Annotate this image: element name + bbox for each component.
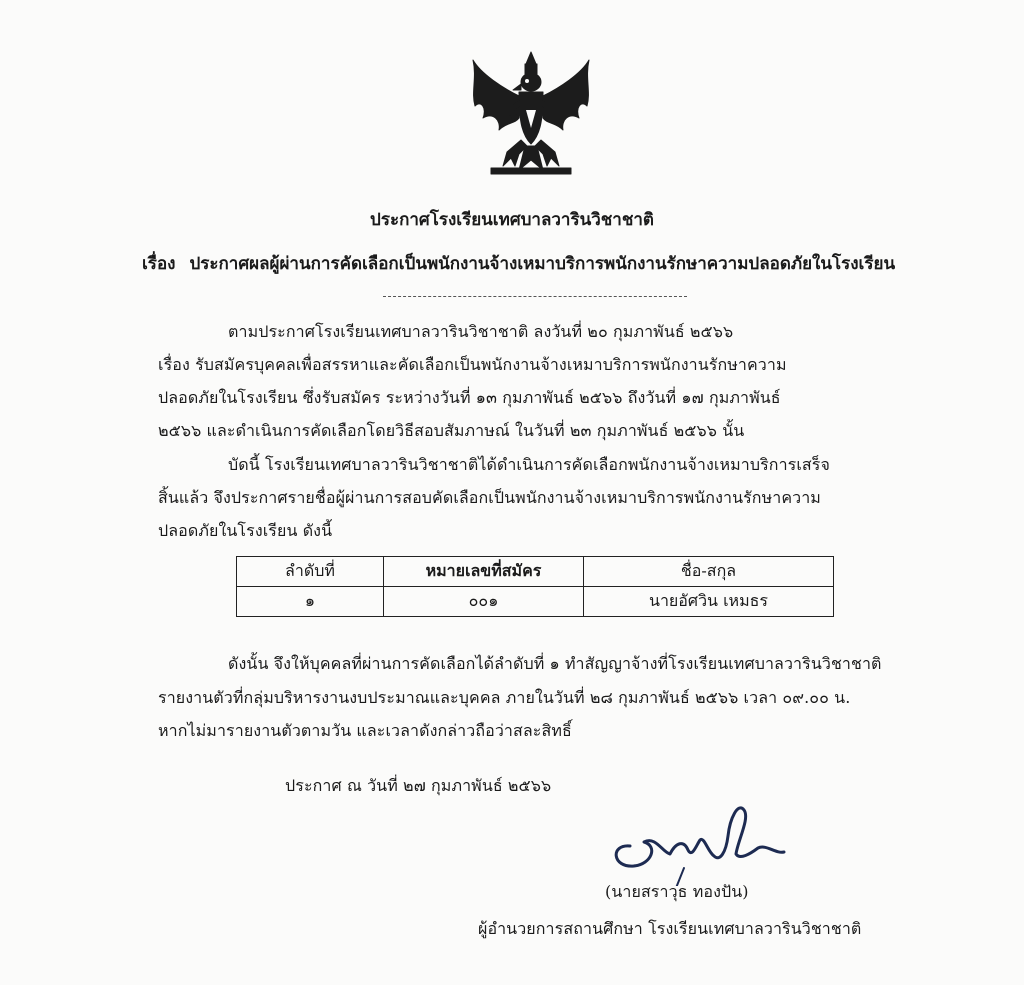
signatory-name: (นายสราวุธ ทองปัน) (605, 882, 749, 901)
signatory-position: ผู้อำนวยการสถานศึกษา โรงเรียนเทศบาลวารินวิชาชาติ (478, 919, 862, 938)
table-header-row (237, 557, 834, 587)
body-line: บัดนี้ โรงเรียนเทศบาลวารินวิชาชาติได้ดำเนินการคัดเลือกพนักงานจ้างเหมาบริการเสร็จ (228, 455, 830, 474)
body-line: ปลอดภัยในโรงเรียน ดังนี้ (158, 521, 333, 540)
results-table (236, 556, 834, 617)
column-header-name: ชื่อ-สกุล (584, 557, 834, 587)
announcement-date: ประกาศ ณ วันที่ ๒๗ กุมภาพันธ์ ๒๕๖๖ (285, 776, 552, 795)
column-header-order: ลำดับที่ (237, 557, 384, 587)
body-line: สิ้นแล้ว จึงประกาศรายชื่อผู้ผ่านการสอบคัดเลือกเป็นพนักงานจ้างเหมาบริการพนักงานรักษาความ (158, 488, 821, 507)
announcement-subject (142, 250, 942, 277)
body-line: ตามประกาศโรงเรียนเทศบาลวารินวิชาชาติ ลงวันที่ ๒๐ กุมภาพันธ์ ๒๕๖๖ (228, 322, 734, 341)
divider (383, 296, 687, 297)
body-line: ดังนั้น จึงให้บุคคลที่ผ่านการคัดเลือกได้ลำดับที่ ๑ ทำสัญญาจ้างที่โรงเรียนเทศบาลวารินวิชาชาติ (228, 654, 882, 673)
garuda-emblem-icon (463, 48, 599, 178)
body-line: รายงานตัวที่กลุ่มบริหารงานงบประมาณและบุคคล ภายในวันที่ ๒๘ กุมภาพันธ์ ๒๕๖๖ เวลา ๐๙.๐๐ น. (158, 688, 851, 707)
body-line: ๒๕๖๖ และดำเนินการคัดเลือกโดยวิธีสอบสัมภาษณ์ ในวันที่ ๒๓ กุมภาพันธ์ ๒๕๖๖ นั้น (158, 421, 745, 440)
cell-name: นายอัศวิน เหมธร (584, 587, 834, 617)
announcement-title: ประกาศโรงเรียนเทศบาลวารินวิชาชาติ (370, 210, 654, 230)
subject-text: ประกาศผลผู้ผ่านการคัดเลือกเป็นพนักงานจ้างเหมาบริการพนักงานรักษาความปลอดภัยในโรงเรียน (189, 254, 896, 274)
signature-mark (600, 796, 830, 886)
cell-order: ๑ (237, 587, 384, 617)
body-line: หากไม่มารายงานตัวตามวัน และเวลาดังกล่าวถือว่าสละสิทธิ์ (158, 721, 572, 740)
body-line: ปลอดภัยในโรงเรียน ซึ่งรับสมัคร ระหว่างวันที่ ๑๓ กุมภาพันธ์ ๒๕๖๖ ถึงวันที่ ๑๗ กุมภาพันธ์ (158, 388, 781, 407)
body-line: เรื่อง รับสมัครบุคคลเพื่อสรรหาและคัดเลือกเป็นพนักงานจ้างเหมาบริการพนักงานรักษาความ (158, 355, 787, 374)
subject-label: เรื่อง (142, 254, 176, 274)
column-header-application-number: หมายเลขที่สมัคร (384, 557, 584, 587)
table-row (237, 587, 834, 617)
cell-application-number: ๐๐๑ (384, 587, 584, 617)
